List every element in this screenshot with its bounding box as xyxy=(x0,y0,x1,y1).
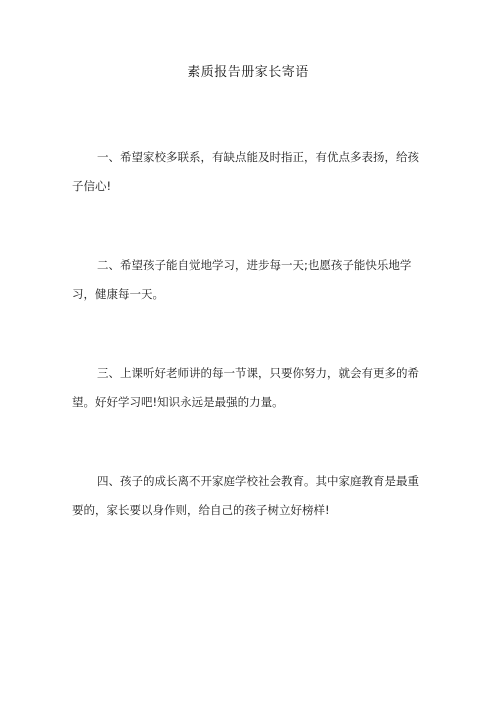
paragraph-2: 二、希望孩子能自觉地学习，进步每一天;也愿孩子能快乐地学习，健康每一天。 xyxy=(72,258,412,301)
paragraph-3: 三、上课听好老师讲的每一节课，只要你努力，就会有更多的希望。好好学习吧!知识永远是最强的力量。 xyxy=(72,366,419,409)
paragraph-4: 四、孩子的成长离不开家庭学校社会教育。其中家庭教育是最重要的，家长要以身作则，给自己的孩子树立好榜样! xyxy=(72,474,419,517)
paragraph-1: 一、希望家校多联系，有缺点能及时指正，有优点多表扬，给孩子信心! xyxy=(72,150,419,193)
page-title: 素质报告册家长寄语 xyxy=(187,65,309,80)
